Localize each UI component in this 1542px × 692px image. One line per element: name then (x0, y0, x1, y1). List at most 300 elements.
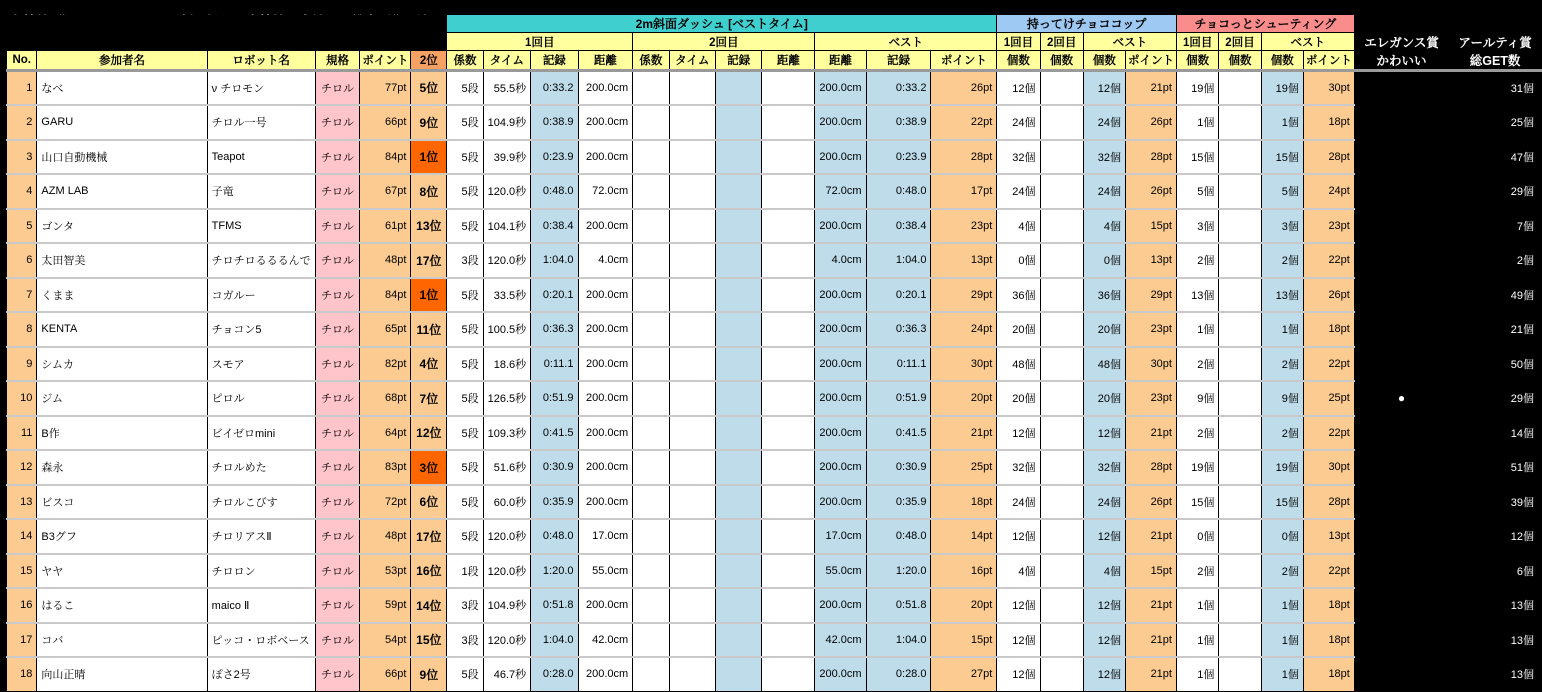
cell-cup1-count[interactable]: 12個 (997, 657, 1040, 691)
header-points[interactable]: ポイント (360, 51, 411, 71)
cell-dash2-coef[interactable] (633, 140, 669, 175)
cell-no[interactable]: 15 (7, 554, 37, 589)
cell-dashbest-dist[interactable]: 200.0cm (815, 347, 866, 382)
header-cup-section[interactable]: 持ってけチョココップ (997, 15, 1177, 33)
cell-dash1-record[interactable]: 0:11.1 (531, 347, 578, 382)
cell-dashbest-dist[interactable]: 200.0cm (815, 416, 866, 451)
cell-dash2-coef[interactable] (633, 416, 669, 451)
cell-shoot1-count[interactable]: 2個 (1176, 554, 1218, 589)
cell-cupbest-points[interactable]: 26pt (1125, 105, 1176, 140)
cell-cup2-count[interactable] (1040, 243, 1083, 278)
cell-dash1-time[interactable]: 104.9秒 (483, 588, 531, 623)
cell-dash2-time[interactable] (669, 519, 715, 554)
cell-total-get[interactable]: 13個 (1448, 623, 1542, 658)
cell-dashbest-record[interactable]: 0:51.8 (866, 588, 931, 623)
cell-shootbest-points[interactable]: 30pt (1303, 450, 1354, 485)
cell-dash1-coef[interactable]: 5段 (447, 519, 483, 554)
cell-participant-name[interactable]: 太田智美 (37, 243, 207, 278)
cell-participant-name[interactable]: ゴンタ (37, 209, 207, 244)
cell-spec[interactable]: チロル (315, 657, 360, 691)
cell-shootbest-points[interactable]: 30pt (1303, 70, 1354, 105)
cell-kawaii-award[interactable] (1354, 312, 1448, 347)
cell-dash2-time[interactable] (669, 347, 715, 382)
cell-dash1-coef[interactable]: 5段 (447, 657, 483, 691)
cell-dash1-time[interactable]: 120.0秒 (483, 554, 531, 589)
cell-kawaii-award[interactable] (1354, 105, 1448, 140)
cell-shoot2-count[interactable] (1219, 554, 1261, 589)
cell-dashbest-record[interactable]: 1:04.0 (866, 623, 931, 658)
cell-kawaii-award[interactable] (1354, 485, 1448, 520)
header-dist[interactable]: 距離 (762, 51, 815, 71)
cell-cup1-count[interactable]: 20個 (997, 381, 1040, 416)
cell-dash1-coef[interactable]: 5段 (447, 450, 483, 485)
cell-dash1-record[interactable]: 0:48.0 (531, 174, 578, 209)
cell-dash1-coef[interactable]: 5段 (447, 312, 483, 347)
cell-dash1-dist[interactable]: 200.0cm (578, 140, 633, 175)
cell-dash1-coef[interactable]: 5段 (447, 416, 483, 451)
cell-kawaii-award[interactable] (1354, 519, 1448, 554)
cell-cup1-count[interactable]: 0個 (997, 243, 1040, 278)
cell-rank[interactable]: 16位 (411, 554, 447, 589)
cell-rank[interactable]: 3位 (411, 450, 447, 485)
cell-shoot1-count[interactable]: 15個 (1176, 485, 1218, 520)
cell-dash2-record[interactable] (715, 174, 761, 209)
cell-dash1-time[interactable]: 104.1秒 (483, 209, 531, 244)
cell-shoot1-count[interactable]: 1個 (1176, 657, 1218, 691)
cell-no[interactable]: 16 (7, 588, 37, 623)
cell-dashbest-dist[interactable]: 200.0cm (815, 70, 866, 105)
cell-dash1-time[interactable]: 55.5秒 (483, 70, 531, 105)
cell-participant-name[interactable]: B3グフ (37, 519, 207, 554)
cell-rank[interactable]: 9位 (411, 105, 447, 140)
cell-dash2-dist[interactable] (762, 381, 815, 416)
cell-cupbest-count[interactable]: 24個 (1083, 174, 1125, 209)
cell-spec[interactable]: チロル (315, 278, 360, 313)
cell-dash2-record[interactable] (715, 140, 761, 175)
cell-dash1-coef[interactable]: 5段 (447, 347, 483, 382)
cell-cupbest-count[interactable]: 20個 (1083, 381, 1125, 416)
cell-cup2-count[interactable] (1040, 278, 1083, 313)
cell-spec[interactable]: チロル (315, 623, 360, 658)
cell-dashbest-record[interactable]: 0:48.0 (866, 174, 931, 209)
cell-total-get[interactable]: 13個 (1448, 588, 1542, 623)
cell-shoot2-count[interactable] (1219, 623, 1261, 658)
cell-dashbest-dist[interactable]: 200.0cm (815, 312, 866, 347)
cell-dashbest-record[interactable]: 0:20.1 (866, 278, 931, 313)
header-dash-best[interactable]: ベスト (815, 33, 997, 51)
cell-participant-name[interactable]: ビスコ (37, 485, 207, 520)
cell-kawaii-award[interactable] (1354, 416, 1448, 451)
cell-shoot2-count[interactable] (1219, 588, 1261, 623)
cell-dash1-dist[interactable]: 200.0cm (578, 105, 633, 140)
cell-dash1-time[interactable]: 33.5秒 (483, 278, 531, 313)
cell-dash2-coef[interactable] (633, 554, 669, 589)
cell-kawaii-award[interactable] (1354, 347, 1448, 382)
header-cup-round2[interactable]: 2回目 (1040, 33, 1083, 51)
cell-dash2-time[interactable] (669, 588, 715, 623)
cell-cup1-count[interactable]: 24個 (997, 105, 1040, 140)
cell-shoot2-count[interactable] (1219, 140, 1261, 175)
cell-cup1-count[interactable]: 32個 (997, 450, 1040, 485)
cell-shoot2-count[interactable] (1219, 278, 1261, 313)
cell-dashbest-dist[interactable]: 200.0cm (815, 485, 866, 520)
cell-kawaii-award[interactable] (1354, 209, 1448, 244)
cell-dash2-time[interactable] (669, 485, 715, 520)
cell-shoot1-count[interactable]: 19個 (1176, 450, 1218, 485)
cell-points[interactable]: 83pt (360, 450, 411, 485)
cell-dash1-dist[interactable]: 200.0cm (578, 485, 633, 520)
cell-dash1-record[interactable]: 1:04.0 (531, 243, 578, 278)
cell-dash2-record[interactable] (715, 450, 761, 485)
cell-cup2-count[interactable] (1040, 105, 1083, 140)
header-best-record[interactable]: 記録 (866, 51, 931, 71)
cell-dash1-coef[interactable]: 5段 (447, 485, 483, 520)
cell-dash2-coef[interactable] (633, 623, 669, 658)
cell-cup2-count[interactable] (1040, 416, 1083, 451)
cell-dashbest-points[interactable]: 18pt (931, 485, 997, 520)
cell-cup2-count[interactable] (1040, 140, 1083, 175)
cell-no[interactable]: 13 (7, 485, 37, 520)
cell-dash1-dist[interactable]: 200.0cm (578, 312, 633, 347)
cell-shootbest-points[interactable]: 23pt (1303, 209, 1354, 244)
cell-rank[interactable]: 15位 (411, 623, 447, 658)
cell-robot-name[interactable]: 子竜 (207, 174, 315, 209)
cell-robot-name[interactable]: ぽさ2号 (207, 657, 315, 691)
cell-dashbest-points[interactable]: 17pt (931, 174, 997, 209)
header-robot-name[interactable]: ロボット名 (207, 51, 315, 71)
cell-cupbest-count[interactable]: 12個 (1083, 70, 1125, 105)
cell-dash1-record[interactable]: 0:51.8 (531, 588, 578, 623)
cell-dash2-record[interactable] (715, 209, 761, 244)
header-best-points[interactable]: ポイント (1125, 51, 1176, 71)
cell-participant-name[interactable]: くまま (37, 278, 207, 313)
cell-kawaii-award[interactable] (1354, 70, 1448, 105)
cell-dash2-record[interactable] (715, 657, 761, 691)
cell-dash2-time[interactable] (669, 140, 715, 175)
header-rank[interactable]: 2位 (411, 51, 447, 71)
cell-cup2-count[interactable] (1040, 554, 1083, 589)
cell-no[interactable]: 3 (7, 140, 37, 175)
cell-dashbest-points[interactable]: 24pt (931, 312, 997, 347)
cell-shootbest-points[interactable]: 22pt (1303, 243, 1354, 278)
cell-dash2-dist[interactable] (762, 312, 815, 347)
cell-no[interactable]: 2 (7, 105, 37, 140)
cell-dash2-dist[interactable] (762, 450, 815, 485)
cell-spec[interactable]: チロル (315, 519, 360, 554)
cell-dash1-time[interactable]: 120.0秒 (483, 623, 531, 658)
cell-dash2-coef[interactable] (633, 278, 669, 313)
cell-dashbest-points[interactable]: 22pt (931, 105, 997, 140)
cell-dash1-coef[interactable]: 5段 (447, 105, 483, 140)
cell-shootbest-count[interactable]: 2個 (1261, 554, 1303, 589)
cell-cupbest-count[interactable]: 36個 (1083, 278, 1125, 313)
cell-spec[interactable]: チロル (315, 588, 360, 623)
cell-dash1-coef[interactable]: 3段 (447, 623, 483, 658)
cell-cup1-count[interactable]: 12個 (997, 588, 1040, 623)
cell-participant-name[interactable]: ジム (37, 381, 207, 416)
cell-rank[interactable]: 17位 (411, 519, 447, 554)
header-dist[interactable]: 距離 (578, 51, 633, 71)
cell-dash2-record[interactable] (715, 416, 761, 451)
header-count[interactable]: 個数 (1040, 51, 1083, 71)
cell-participant-name[interactable]: はるこ (37, 588, 207, 623)
cell-dash1-dist[interactable]: 200.0cm (578, 70, 633, 105)
cell-total-get[interactable]: 6個 (1448, 554, 1542, 589)
cell-cup1-count[interactable]: 12個 (997, 623, 1040, 658)
cell-points[interactable]: 66pt (360, 105, 411, 140)
header-record[interactable]: 記録 (715, 51, 761, 71)
cell-dash1-record[interactable]: 0:38.4 (531, 209, 578, 244)
cell-kawaii-award[interactable] (1354, 554, 1448, 589)
cell-dash2-time[interactable] (669, 70, 715, 105)
cell-dash1-dist[interactable]: 17.0cm (578, 519, 633, 554)
cell-dash2-coef[interactable] (633, 312, 669, 347)
cell-dash1-coef[interactable]: 5段 (447, 278, 483, 313)
cell-spec[interactable]: チロル (315, 70, 360, 105)
cell-dashbest-dist[interactable]: 200.0cm (815, 278, 866, 313)
cell-shoot1-count[interactable]: 1個 (1176, 105, 1218, 140)
cell-spec[interactable]: チロル (315, 140, 360, 175)
cell-shootbest-points[interactable]: 22pt (1303, 347, 1354, 382)
cell-dash1-time[interactable]: 100.5秒 (483, 312, 531, 347)
cell-dashbest-points[interactable]: 14pt (931, 519, 997, 554)
cell-spec[interactable]: チロル (315, 416, 360, 451)
cell-dash1-dist[interactable]: 72.0cm (578, 174, 633, 209)
cell-kawaii-award[interactable] (1354, 450, 1448, 485)
cell-shootbest-points[interactable]: 28pt (1303, 485, 1354, 520)
cell-dash1-record[interactable]: 0:23.9 (531, 140, 578, 175)
cell-dash2-dist[interactable] (762, 554, 815, 589)
cell-dashbest-record[interactable]: 0:28.0 (866, 657, 931, 691)
cell-dash1-record[interactable]: 0:30.9 (531, 450, 578, 485)
cell-shootbest-points[interactable]: 24pt (1303, 174, 1354, 209)
cell-no[interactable]: 12 (7, 450, 37, 485)
cell-dash2-coef[interactable] (633, 450, 669, 485)
cell-shootbest-count[interactable]: 0個 (1261, 519, 1303, 554)
cell-shoot1-count[interactable]: 1個 (1176, 588, 1218, 623)
cell-shoot2-count[interactable] (1219, 485, 1261, 520)
cell-participant-name[interactable]: B作 (37, 416, 207, 451)
cell-shoot1-count[interactable]: 2個 (1176, 416, 1218, 451)
cell-dash2-time[interactable] (669, 209, 715, 244)
cell-dash2-record[interactable] (715, 519, 761, 554)
cell-cupbest-points[interactable]: 15pt (1125, 554, 1176, 589)
cell-shootbest-count[interactable]: 15個 (1261, 140, 1303, 175)
cell-shootbest-points[interactable]: 22pt (1303, 554, 1354, 589)
cell-dashbest-record[interactable]: 0:51.9 (866, 381, 931, 416)
cell-dash2-time[interactable] (669, 554, 715, 589)
cell-spec[interactable]: チロル (315, 381, 360, 416)
cell-dash2-coef[interactable] (633, 657, 669, 691)
cell-total-get[interactable]: 12個 (1448, 519, 1542, 554)
cell-dashbest-points[interactable]: 23pt (931, 209, 997, 244)
cell-cupbest-points[interactable]: 26pt (1125, 485, 1176, 520)
cell-spec[interactable]: チロル (315, 105, 360, 140)
cell-dash2-record[interactable] (715, 381, 761, 416)
cell-shoot1-count[interactable]: 13個 (1176, 278, 1218, 313)
cell-shootbest-points[interactable]: 18pt (1303, 105, 1354, 140)
cell-spec[interactable]: チロル (315, 243, 360, 278)
cell-dash2-coef[interactable] (633, 347, 669, 382)
cell-shootbest-count[interactable]: 2個 (1261, 347, 1303, 382)
cell-cup2-count[interactable] (1040, 209, 1083, 244)
header-time[interactable]: タイム (483, 51, 531, 71)
cell-points[interactable]: 77pt (360, 70, 411, 105)
cell-shootbest-count[interactable]: 2個 (1261, 243, 1303, 278)
cell-spec[interactable]: チロル (315, 174, 360, 209)
header-count[interactable]: 個数 (1083, 51, 1125, 71)
cell-dashbest-record[interactable]: 0:33.2 (866, 70, 931, 105)
cell-robot-name[interactable]: maico Ⅱ (207, 588, 315, 623)
cell-cup1-count[interactable]: 36個 (997, 278, 1040, 313)
cell-cupbest-count[interactable]: 12個 (1083, 416, 1125, 451)
cell-cup1-count[interactable]: 12個 (997, 519, 1040, 554)
cell-participant-name[interactable]: 山口自動機械 (37, 140, 207, 175)
cell-shoot1-count[interactable]: 1個 (1176, 312, 1218, 347)
cell-total-get[interactable]: 49個 (1448, 278, 1542, 313)
cell-no[interactable]: 6 (7, 243, 37, 278)
cell-dash1-dist[interactable]: 55.0cm (578, 554, 633, 589)
cell-dash2-time[interactable] (669, 243, 715, 278)
cell-cupbest-points[interactable]: 28pt (1125, 140, 1176, 175)
cell-cupbest-count[interactable]: 20個 (1083, 312, 1125, 347)
cell-cup2-count[interactable] (1040, 70, 1083, 105)
header-shoot-best[interactable]: ベスト (1261, 33, 1354, 51)
cell-robot-name[interactable]: チロル一号 (207, 105, 315, 140)
cell-kawaii-award[interactable] (1354, 623, 1448, 658)
cell-shoot2-count[interactable] (1219, 657, 1261, 691)
cell-shootbest-count[interactable]: 5個 (1261, 174, 1303, 209)
cell-cup2-count[interactable] (1040, 519, 1083, 554)
cell-cup1-count[interactable]: 24個 (997, 485, 1040, 520)
header-count[interactable]: 個数 (997, 51, 1040, 71)
cell-dash2-time[interactable] (669, 312, 715, 347)
cell-total-get[interactable]: 2個 (1448, 243, 1542, 278)
cell-dash1-coef[interactable]: 3段 (447, 588, 483, 623)
cell-dash2-record[interactable] (715, 278, 761, 313)
cell-dash1-record[interactable]: 0:35.9 (531, 485, 578, 520)
cell-dash1-record[interactable]: 0:28.0 (531, 657, 578, 691)
cell-dashbest-record[interactable]: 0:41.5 (866, 416, 931, 451)
header-count[interactable]: 個数 (1261, 51, 1303, 71)
cell-shoot2-count[interactable] (1219, 209, 1261, 244)
cell-dashbest-dist[interactable]: 200.0cm (815, 588, 866, 623)
cell-shoot1-count[interactable]: 5個 (1176, 174, 1218, 209)
cell-dashbest-dist[interactable]: 17.0cm (815, 519, 866, 554)
cell-dashbest-points[interactable]: 16pt (931, 554, 997, 589)
cell-kawaii-award[interactable] (1354, 140, 1448, 175)
cell-dash1-record[interactable]: 0:33.2 (531, 70, 578, 105)
cell-shoot2-count[interactable] (1219, 381, 1261, 416)
cell-cupbest-count[interactable]: 4個 (1083, 209, 1125, 244)
cell-shoot1-count[interactable]: 15個 (1176, 140, 1218, 175)
cell-shoot1-count[interactable]: 0個 (1176, 519, 1218, 554)
header-cup-best[interactable]: ベスト (1083, 33, 1176, 51)
cell-dashbest-points[interactable]: 30pt (931, 347, 997, 382)
cell-shootbest-count[interactable]: 1個 (1261, 312, 1303, 347)
cell-rank[interactable]: 4位 (411, 347, 447, 382)
cell-cupbest-count[interactable]: 0個 (1083, 243, 1125, 278)
cell-dash1-dist[interactable]: 200.0cm (578, 278, 633, 313)
cell-rank[interactable]: 11位 (411, 312, 447, 347)
cell-shoot2-count[interactable] (1219, 416, 1261, 451)
cell-rank[interactable]: 8位 (411, 174, 447, 209)
header-participant-name[interactable]: 参加者名 (37, 51, 207, 71)
cell-dash2-dist[interactable] (762, 347, 815, 382)
cell-dash1-time[interactable]: 109.3秒 (483, 416, 531, 451)
cell-dashbest-points[interactable]: 29pt (931, 278, 997, 313)
cell-shootbest-points[interactable]: 18pt (1303, 312, 1354, 347)
cell-points[interactable]: 59pt (360, 588, 411, 623)
cell-cup1-count[interactable]: 48個 (997, 347, 1040, 382)
cell-total-get[interactable]: 13個 (1448, 657, 1542, 691)
cell-robot-name[interactable]: スモア (207, 347, 315, 382)
cell-dashbest-record[interactable]: 0:30.9 (866, 450, 931, 485)
cell-cup2-count[interactable] (1040, 657, 1083, 691)
cell-no[interactable]: 10 (7, 381, 37, 416)
cell-shootbest-points[interactable]: 25pt (1303, 381, 1354, 416)
cell-dashbest-record[interactable]: 0:48.0 (866, 519, 931, 554)
cell-dash1-dist[interactable]: 200.0cm (578, 588, 633, 623)
cell-dashbest-record[interactable]: 0:38.9 (866, 105, 931, 140)
cell-shootbest-count[interactable]: 15個 (1261, 485, 1303, 520)
cell-shootbest-points[interactable]: 26pt (1303, 278, 1354, 313)
cell-dash1-time[interactable]: 46.7秒 (483, 657, 531, 691)
cell-robot-name[interactable]: チロルめた (207, 450, 315, 485)
cell-shoot2-count[interactable] (1219, 450, 1261, 485)
cell-robot-name[interactable]: ピッコ・ロボベース (207, 623, 315, 658)
cell-dashbest-points[interactable]: 13pt (931, 243, 997, 278)
cell-shootbest-count[interactable]: 1個 (1261, 588, 1303, 623)
header-dash-round2[interactable]: 2回目 (633, 33, 815, 51)
cell-robot-name[interactable]: TFMS (207, 209, 315, 244)
cell-total-get[interactable]: 31個 (1448, 70, 1542, 105)
cell-dash2-record[interactable] (715, 485, 761, 520)
cell-robot-name[interactable]: チョコン5 (207, 312, 315, 347)
cell-cupbest-points[interactable]: 23pt (1125, 312, 1176, 347)
cell-cupbest-points[interactable]: 21pt (1125, 623, 1176, 658)
cell-dash2-dist[interactable] (762, 278, 815, 313)
cell-points[interactable]: 84pt (360, 140, 411, 175)
cell-cup2-count[interactable] (1040, 623, 1083, 658)
cell-cupbest-points[interactable]: 21pt (1125, 70, 1176, 105)
cell-dash2-coef[interactable] (633, 519, 669, 554)
cell-cupbest-points[interactable]: 29pt (1125, 278, 1176, 313)
cell-participant-name[interactable]: ヤヤ (37, 554, 207, 589)
cell-robot-name[interactable]: コガルー (207, 278, 315, 313)
cell-dashbest-dist[interactable]: 200.0cm (815, 450, 866, 485)
cell-shootbest-count[interactable]: 1個 (1261, 657, 1303, 691)
cell-dash2-coef[interactable] (633, 588, 669, 623)
cell-points[interactable]: 48pt (360, 243, 411, 278)
cell-dash2-time[interactable] (669, 105, 715, 140)
cell-no[interactable]: 5 (7, 209, 37, 244)
cell-dash1-coef[interactable]: 3段 (447, 243, 483, 278)
cell-dash1-dist[interactable]: 200.0cm (578, 209, 633, 244)
cell-dashbest-record[interactable]: 0:23.9 (866, 140, 931, 175)
cell-cupbest-count[interactable]: 32個 (1083, 450, 1125, 485)
cell-rank[interactable]: 12位 (411, 416, 447, 451)
header-shoot-round1[interactable]: 1回目 (1176, 33, 1218, 51)
cell-shootbest-count[interactable]: 19個 (1261, 450, 1303, 485)
cell-points[interactable]: 72pt (360, 485, 411, 520)
cell-shootbest-points[interactable]: 18pt (1303, 657, 1354, 691)
cell-cupbest-points[interactable]: 21pt (1125, 519, 1176, 554)
cell-shoot2-count[interactable] (1219, 347, 1261, 382)
cell-cup1-count[interactable]: 12個 (997, 70, 1040, 105)
cell-dash1-dist[interactable]: 200.0cm (578, 347, 633, 382)
cell-cup1-count[interactable]: 32個 (997, 140, 1040, 175)
